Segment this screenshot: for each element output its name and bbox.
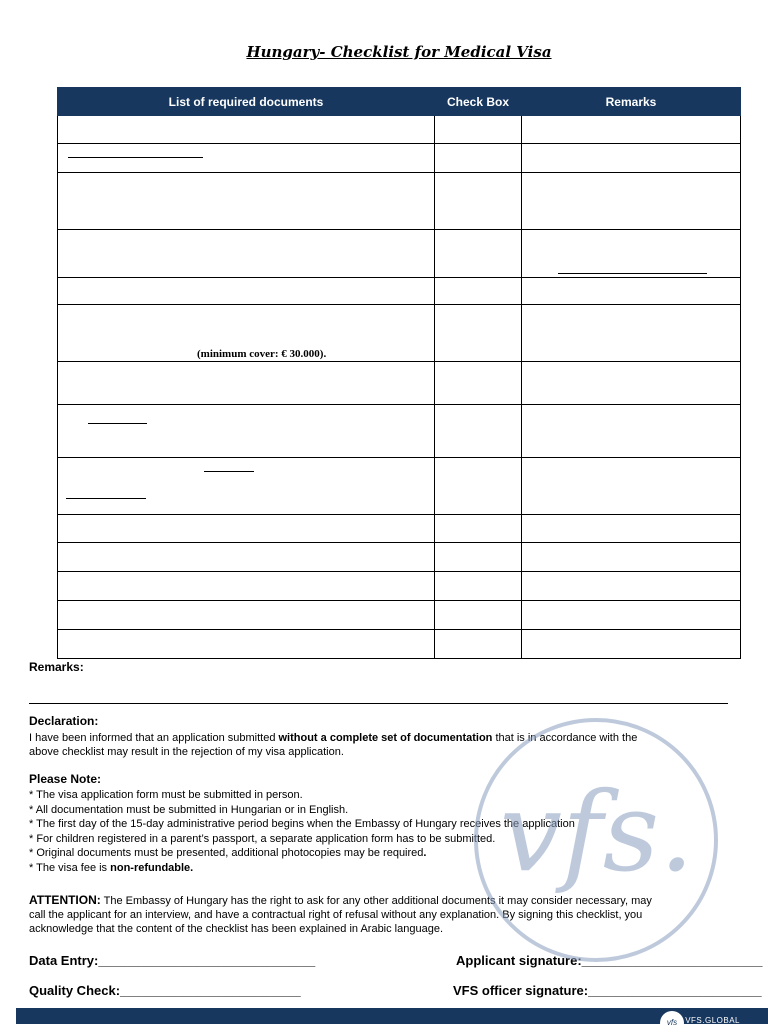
- column-header-documents: List of required documents: [58, 88, 435, 116]
- quality-check-signature-field[interactable]: Quality Check:_________________________: [29, 983, 301, 998]
- document-cell: [58, 144, 435, 173]
- remarks-cell[interactable]: [522, 543, 741, 572]
- table-row: [58, 601, 741, 630]
- footer-brand-text: VFS.GLOBAL: [685, 1016, 740, 1025]
- check-box-cell[interactable]: [435, 515, 522, 543]
- table-row: [58, 116, 741, 144]
- document-cell: [58, 278, 435, 305]
- note-item: * Original documents must be presented, additional photocopies may be required.: [29, 847, 427, 859]
- remarks-cell[interactable]: [522, 305, 741, 362]
- attention-line-2: call the applicant for an interview, and have a contractual right of refusal without any explanation. By signing this checklist, you: [29, 909, 643, 921]
- remarks-cell[interactable]: [522, 405, 741, 458]
- column-header-check-box: Check Box: [435, 88, 522, 116]
- remarks-cell[interactable]: [522, 515, 741, 543]
- table-row: [58, 278, 741, 305]
- check-box-cell[interactable]: [435, 543, 522, 572]
- remarks-cell[interactable]: [522, 458, 741, 515]
- document-cell: [58, 362, 435, 405]
- check-box-cell[interactable]: [435, 144, 522, 173]
- check-box-cell[interactable]: [435, 116, 522, 144]
- remarks-line[interactable]: [29, 703, 728, 704]
- check-box-cell[interactable]: [435, 305, 522, 362]
- declaration-line-1: I have been informed that an application submitted without a complete set of documentation that is in accordance with the: [29, 732, 638, 744]
- note-item: * For children registered in a parent’s passport, a separate application form has to be submitted.: [29, 833, 496, 845]
- attention-line-1: ATTENTION: The Embassy of Hungary has the right to ask for any other additional documents it may consider necessary, may: [29, 893, 652, 907]
- page-title: Hungary- Checklist for Medical Visa: [246, 43, 552, 61]
- document-cell: [58, 543, 435, 572]
- remarks-cell[interactable]: [522, 173, 741, 230]
- remarks-cell[interactable]: [522, 116, 741, 144]
- check-box-cell[interactable]: [435, 405, 522, 458]
- document-cell: [58, 116, 435, 144]
- table-row: [58, 458, 741, 515]
- vfs-logo-icon: vfs: [660, 1011, 684, 1035]
- remarks-cell[interactable]: [522, 601, 741, 630]
- document-cell: [58, 230, 435, 278]
- check-box-cell[interactable]: [435, 572, 522, 601]
- table-row: [58, 630, 741, 659]
- note-item-fee: * The visa fee is non-refundable.: [29, 862, 194, 874]
- please-note-heading: Please Note:: [29, 772, 102, 786]
- minimum-cover-note: (minimum cover: € 30.000).: [197, 348, 327, 360]
- attention-line-3: acknowledge that the content of the checklist has been explained in Arabic language.: [29, 923, 444, 935]
- check-box-cell[interactable]: [435, 458, 522, 515]
- remarks-cell[interactable]: [522, 144, 741, 173]
- check-box-cell[interactable]: [435, 630, 522, 659]
- document-cell: [58, 173, 435, 230]
- document-cell: [58, 405, 435, 458]
- check-box-cell[interactable]: [435, 230, 522, 278]
- document-cell: [58, 601, 435, 630]
- table-row: [58, 543, 741, 572]
- document-cell: [58, 305, 435, 362]
- table-row: [58, 362, 741, 405]
- footer-bar: [16, 1008, 768, 1027]
- check-box-cell[interactable]: [435, 173, 522, 230]
- document-checklist-table: [57, 87, 741, 659]
- check-box-cell[interactable]: [435, 278, 522, 305]
- document-cell: [58, 458, 435, 515]
- table-row: [58, 144, 741, 173]
- applicant-signature-field[interactable]: Applicant signature:_________________________: [456, 953, 763, 968]
- column-header-remarks: Remarks: [522, 88, 741, 116]
- watermark-text: vfs.: [499, 768, 695, 896]
- remarks-cell[interactable]: [522, 572, 741, 601]
- note-item: * All documentation must be submitted in Hungarian or in English.: [29, 804, 349, 816]
- remarks-cell[interactable]: [522, 278, 741, 305]
- table-row: [58, 305, 741, 362]
- remarks-label: Remarks:: [29, 660, 84, 674]
- remarks-cell[interactable]: [522, 362, 741, 405]
- declaration-line-2: above checklist may result in the rejection of my visa application.: [29, 746, 344, 758]
- document-cell: [58, 572, 435, 601]
- table-row: [58, 230, 741, 278]
- declaration-heading: Declaration:: [29, 714, 99, 728]
- table-row: [58, 405, 741, 458]
- remarks-cell[interactable]: [522, 630, 741, 659]
- vfs-officer-signature-field[interactable]: VFS officer signature:________________________: [453, 983, 762, 998]
- table-row: [58, 515, 741, 543]
- note-item: * The first day of the 15-day administrative period begins when the Embassy of Hungary receives the application: [29, 818, 575, 830]
- document-cell: [58, 515, 435, 543]
- table-row: [58, 173, 741, 230]
- check-box-cell[interactable]: [435, 601, 522, 630]
- document-cell: [58, 630, 435, 659]
- check-box-cell[interactable]: [435, 362, 522, 405]
- note-item: * The visa application form must be submitted in person.: [29, 789, 303, 801]
- table-row: [58, 572, 741, 601]
- remarks-cell[interactable]: [522, 230, 741, 278]
- table-header-row: [58, 88, 741, 116]
- data-entry-signature-field[interactable]: Data Entry:______________________________: [29, 953, 316, 968]
- vfs-watermark-logo: [457, 715, 735, 965]
